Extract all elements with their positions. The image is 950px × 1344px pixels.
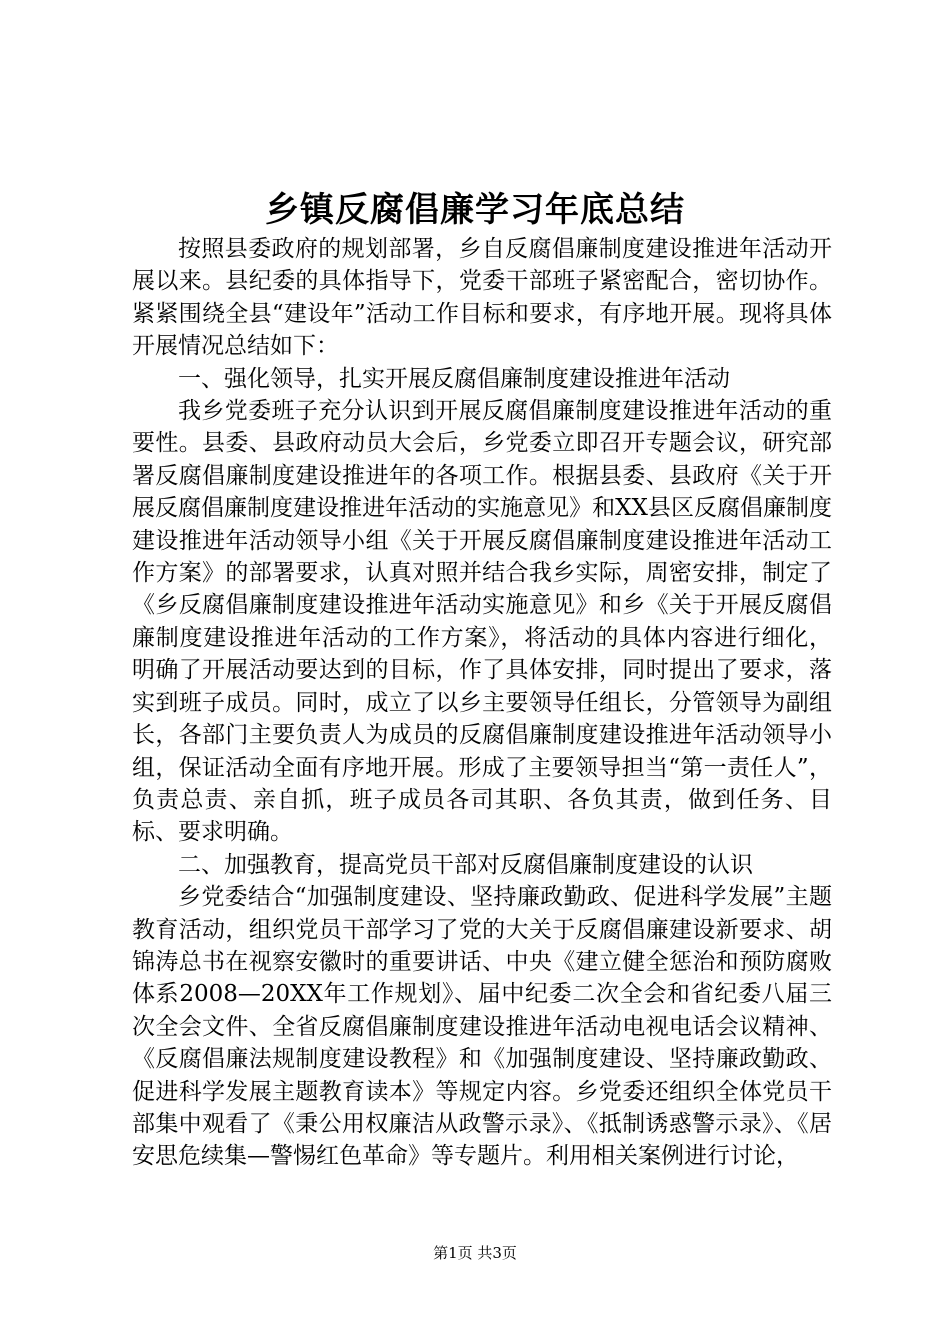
page-footer: 第1页 共3页: [433, 1244, 517, 1262]
section-heading-2: 二、加强教育，提高党员干部对反腐倡廉制度建设的认识: [178, 851, 753, 878]
section-1-paragraph: 我乡党委班子充分认识到开展反腐倡廉制度建设推进年活动的重要性。县委、县政府动员大会后，乡党委立即召开专题会议，研究部署反腐倡廉制度建设推进年的各项工作。根据县委、县政府《关于开展反腐倡廉制度建设推进年活动的实施意见》和XX县区反腐倡廉制度建设推进年活动领导小组《关于开展反腐倡廉制度建设推进年活动工作方案》的部署要求，认真对照并结合我乡实际，周密安排，制定了《乡反腐倡廉制度建设推进年活动实施意见》和乡《关于开展反腐倡廉制度建设推进年活动的工作方案》，将活动的具体内容进行细化，明确了开展活动要达到的目标，作了具体安排，同时提出了要求，落实到班子成员。同时，成立了以乡主要领导任组长，分管领导为副组长，各部门主要负责人为成员的反腐倡廉制度建设推进年活动领导小组，保证活动全面有序地开展。形成了主要领导担当“第一责任人”，负责总责、亲自抓，班子成员各司其职、各负其责，做到任务、目标、要求明确。: [132, 398, 832, 846]
document-body: [132, 233, 832, 1173]
document-title: 乡镇反腐倡廉学习年底总结: [265, 190, 685, 230]
intro-paragraph: 按照县委政府的规划部署，乡自反腐倡廉制度建设推进年活动开展以来。县纪委的具体指导下，党委干部班子紧密配合，密切协作。紧紧围绕全县“建设年”活动工作目标和要求，有序地开展。现将具体开展情况总结如下：: [132, 236, 832, 360]
section-2-paragraph: 乡党委结合“加强制度建设、坚持廉政勤政、促进科学发展”主题教育活动，组织党员干部学习了党的大关于反腐倡廉建设新要求、胡锦涛总书在视察安徽时的重要讲话、中央《建立健全惩治和预防腐败体系2008—20XX年工作规划》、届中纪委二次全会和省纪委八届三次全会文件、全省反腐倡廉制度建设推进年活动电视电话会议精神、《反腐倡廉法规制度建设教程》和《加强制度建设、坚持廉政勤政、促进科学发展主题教育读本》等规定内容。乡党委还组织全体党员干部集中观看了《秉公用权廉洁从政警示录》、《抵制诱惑警示录》、《居安思危续集—警惕红色革命》等专题片。利用相关案例进行讨论，: [132, 884, 832, 1170]
section-heading-1: 一、强化领导，扎实开展反腐倡廉制度建设推进年活动: [178, 365, 730, 392]
